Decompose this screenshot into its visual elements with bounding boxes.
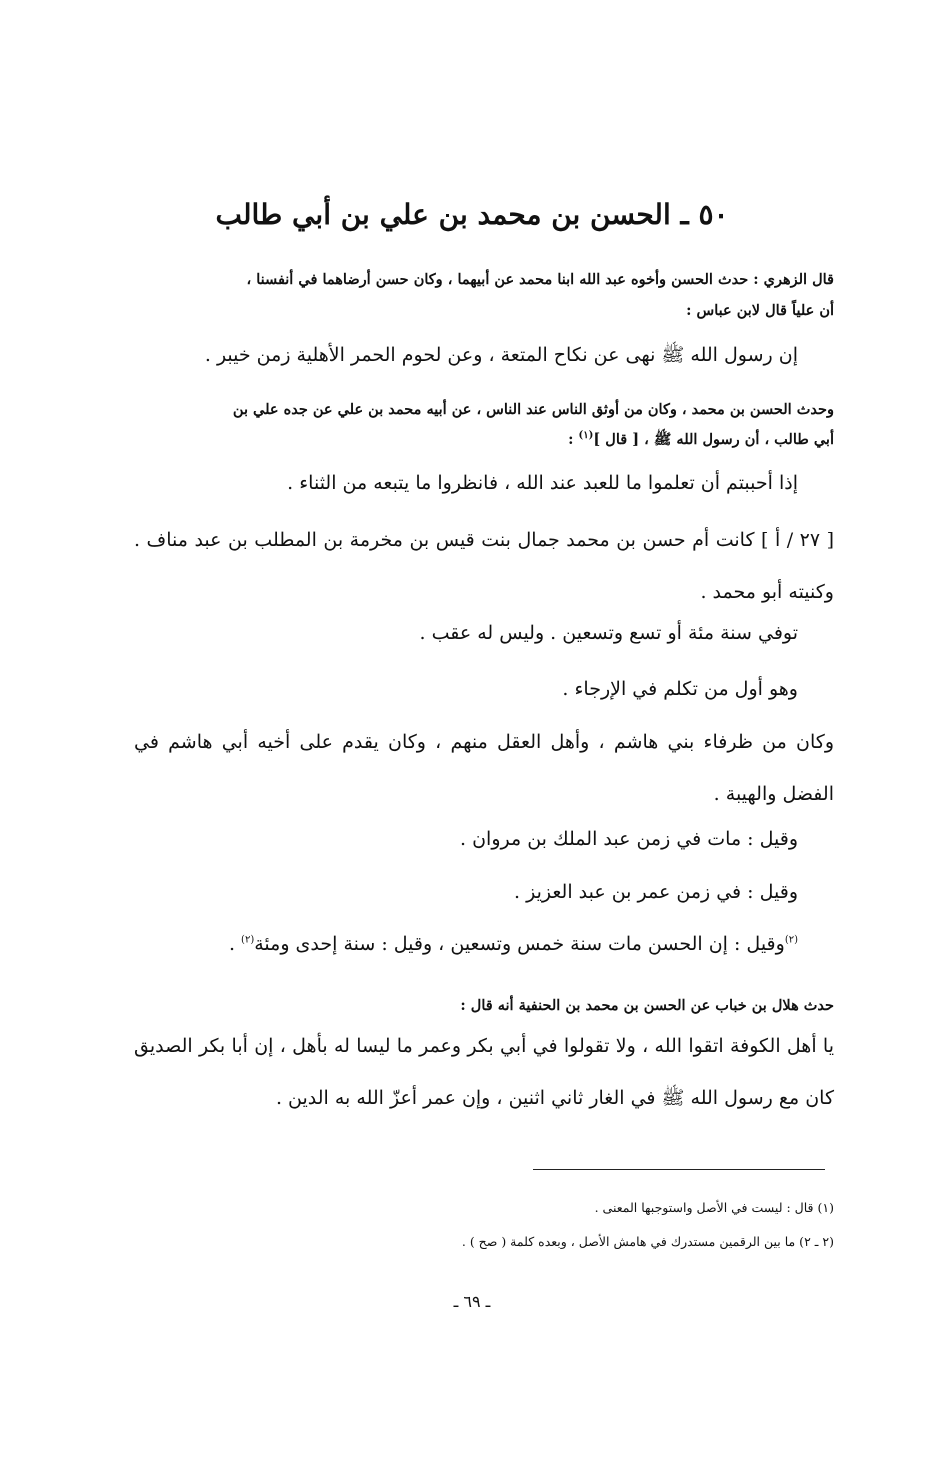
irja-note: وهو أول من تكلم في الإرجاء . — [562, 678, 798, 700]
qil-3 — [98, 931, 834, 957]
chapter-title: ٥٠ ـ الحسن بن محمد بن علي بن أبي طالب — [215, 198, 729, 231]
isnad-2-line-2 — [134, 428, 834, 452]
footnote-divider — [533, 1169, 825, 1170]
isnad-2-colon: : — [568, 431, 579, 448]
mother-paragraph: [ ٢٧ / أ ] كانت أم حسن بن محمد جمال بنت قيس بن مخرمة بن المطلب بن عبد مناف . وكنيته أبو محمد . — [134, 529, 835, 603]
footnote-ref-2-open: (٢) — [784, 934, 798, 946]
qil-3-end: . — [228, 933, 242, 955]
hadith-1: إن رسول الله ﷺ نهى عن نكاح المتعة ، وعن لحوم الحمر الأهلية زمن خيبر . — [204, 344, 798, 366]
page-number: ـ ٦٩ ـ — [453, 1292, 491, 1311]
isnad-2-line-1: وحدث الحسن بن محمد ، وكان من أوثق الناس عند الناس ، عن أبيه محمد بن علي عن جده علي بن — [232, 401, 834, 418]
hadith-2: إذا أحببتم أن تعلموا ما للعبد عند الله ، فانظروا ما يتبعه من الثناء . — [287, 472, 798, 494]
footnote-2: (٢ ـ ٢) ما بين الرقمين مستدرك في هامش الأصل ، وبعده كلمة ( صح ) . — [461, 1234, 834, 1249]
zuhri-intro-line-1: قال الزهري : حدث الحسن وأخوه عبد الله ابنا محمد عن أبيهما ، وكان حسن أرضاهما في أنفسنا ، — [246, 271, 834, 288]
footnote-ref-2-close: (٢) — [241, 934, 255, 946]
death-year: توفي سنة مئة أو تسع وتسعين . وليس له عقب . — [419, 622, 798, 644]
zuhri-intro-line-2: أن علياً قال لابن عباس : — [686, 302, 834, 319]
qil-2: وقيل : في زمن عمر بن عبد العزيز . — [514, 881, 798, 903]
footnote-1: (١) قال : ليست في الأصل واستوجبها المعنى . — [594, 1200, 834, 1215]
qil-3-text: وقيل : إن الحسن مات سنة خمس وتسعين ، وقيل : سنة إحدى ومئة — [254, 933, 785, 955]
qil-1: وقيل : مات في زمن عبد الملك بن مروان . — [460, 828, 798, 850]
footnote-ref-1: (١) — [578, 430, 594, 442]
zurafa-paragraph: وكان من ظرفاء بني هاشم ، وأهل العقل منهم ، وكان يقدم على أخيه أبي هاشم في الفضل والهيبة . — [134, 731, 834, 805]
hilal-isnad: حدث هلال بن خباب عن الحسن بن محمد بن الحنفية أنه قال : — [460, 997, 834, 1014]
isnad-2-text: أبي طالب ، أن رسول الله ﷺ ، [ قال ] — [593, 431, 834, 448]
hilal-text: يا أهل الكوفة اتقوا الله ، ولا تقولوا في أبي بكر وعمر ما ليسا له بأهل ، إن أبا بكر الصديق كان مع رسول الله ﷺ في الغار ثاني اثنين ، وإن عمر أعزّ الله به الدين . — [134, 1035, 834, 1109]
